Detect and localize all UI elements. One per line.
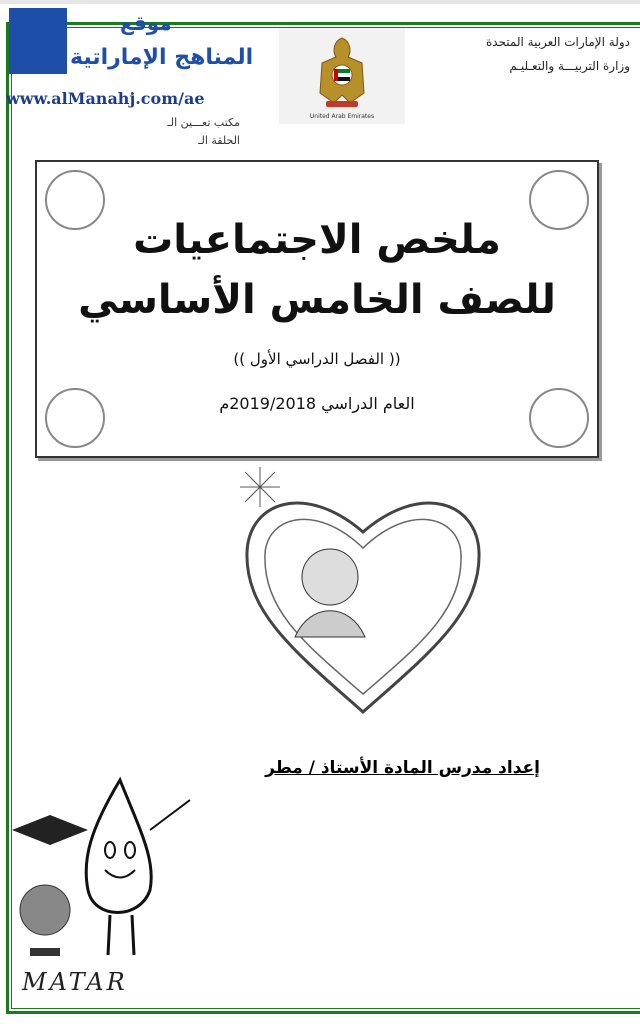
watermark-url[interactable]: www.alManahj.com/ae	[6, 89, 205, 108]
graduation-cap-icon	[12, 815, 88, 845]
ministry-header	[486, 30, 630, 78]
uae-emblem	[279, 28, 405, 124]
cartoon-character-illustration	[10, 770, 200, 1000]
academic-year: العام الدراسي 2019/2018م	[219, 394, 415, 413]
ministry-line1: دولة الإمارات العربية المتحدة	[485, 35, 630, 49]
school-line2: الحلقة الـ	[198, 134, 240, 147]
falcon-emblem-icon	[312, 33, 372, 113]
school-header	[20, 114, 240, 150]
globe-icon	[20, 885, 70, 935]
title-line1: ملخص الاجتماعيات	[133, 217, 501, 263]
title-box	[35, 160, 599, 458]
watermark-line2: المناهج الإماراتية	[70, 45, 254, 70]
watermark-line1: موقع	[120, 11, 172, 35]
ministry-line2: وزارة التربيـــة والتعـليـم	[509, 59, 630, 73]
star-icon	[240, 467, 280, 507]
watermark-logo-block	[9, 8, 67, 74]
school-line1: مكتب تعـــين الـ	[167, 116, 240, 129]
author-credit: إعداد مدرس المادة الأستاذ / مطر	[265, 758, 540, 778]
heart-portrait-illustration	[235, 462, 490, 720]
emblem-caption: United Arab Emirates	[309, 113, 375, 120]
top-rule	[0, 0, 640, 4]
semester-label: (( الفصل الدراسي الأول ))	[233, 350, 401, 368]
signature: MATAR	[22, 968, 128, 996]
title-line2: للصف الخامس الأساسي	[78, 277, 556, 323]
